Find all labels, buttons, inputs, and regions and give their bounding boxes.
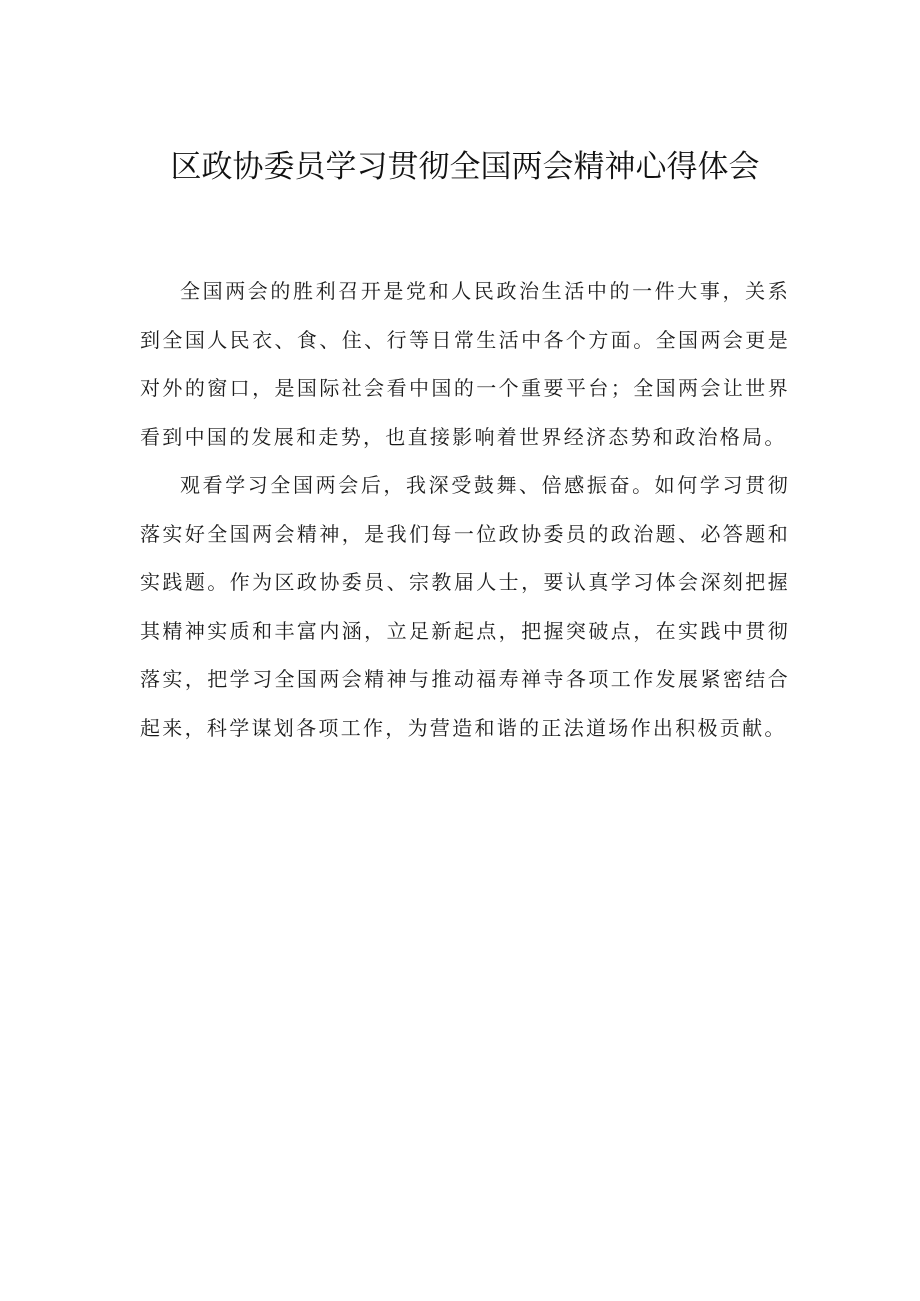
paragraph-1: 全国两会的胜利召开是党和人民政治生活中的一件大事，关系到全国人民衣、食、住、行等日常生活中各个方面。全国两会更是对外的窗口，是国际社会看中国的一个重要平台；全国两会让世界看到中国的发展和走势，也直接影响着世界经济态势和政治格局。 (140, 279, 790, 449)
document-title: 区政协委员学习贯彻全国两会精神心得体会 (170, 149, 760, 185)
paragraph-2: 观看学习全国两会后，我深受鼓舞、倍感振奋。如何学习贯彻落实好全国两会精神，是我们每一位政协委员的政治题、必答题和实践题。作为区政协委员、宗教届人士，要认真学习体会深刻把握其精神实质和丰富内涵，立足新起点，把握突破点，在实践中贯彻落实，把学习全国两会精神与推动福寿禅寺各项工作发展紧密结合起来，科学谋划各项工作，为营造和谐的正法道场作出积极贡献。 (140, 473, 790, 740)
document-body (140, 267, 790, 752)
